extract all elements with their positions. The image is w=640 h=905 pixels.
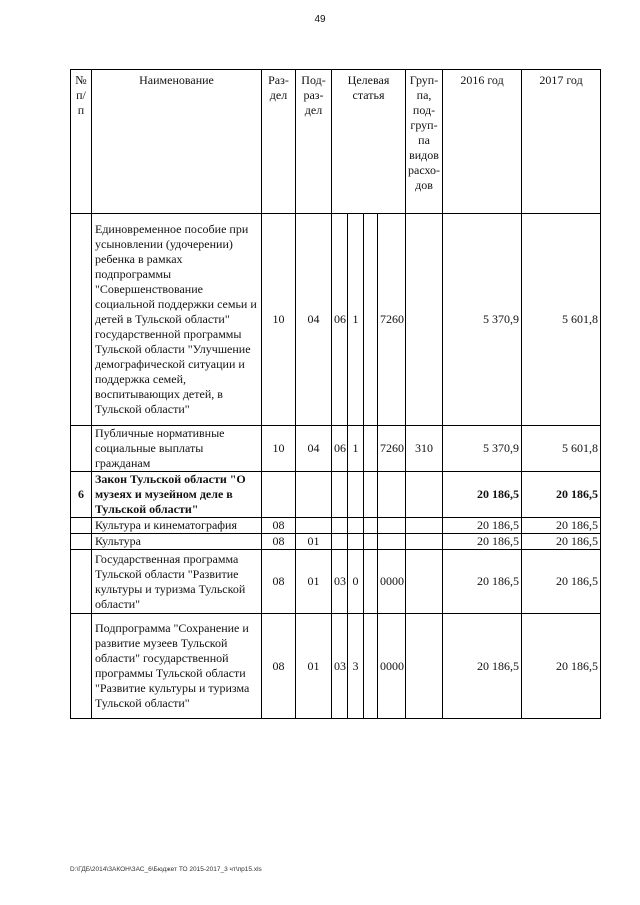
table-row (71, 518, 601, 534)
header-2017: 2017 год (522, 70, 601, 214)
cell-target-1 (332, 534, 348, 550)
cell-section: 10 (262, 214, 296, 426)
cell-subsection (296, 518, 332, 534)
table-row (71, 214, 601, 426)
cell-2016: 5 370,9 (443, 214, 522, 426)
cell-target-spacer (364, 534, 378, 550)
budget-table (70, 69, 601, 719)
header-target: Целевая статья (332, 70, 406, 214)
cell-2017: 20 186,5 (522, 472, 601, 518)
cell-target-spacer (364, 472, 378, 518)
cell-section: 08 (262, 518, 296, 534)
cell-target-1: 03 (332, 614, 348, 719)
table-row (71, 534, 601, 550)
header-name: Наименование (92, 70, 262, 214)
cell-target-2 (348, 534, 364, 550)
cell-2016: 20 186,5 (443, 614, 522, 719)
page-number: 49 (314, 14, 326, 25)
cell-target-1: 06 (332, 426, 348, 472)
cell-section (262, 472, 296, 518)
cell-name: Единовременное пособие при усыновлении (удочерении) ребенка в рамках подпрограммы "Совершенствование социальной поддержки семьи и детей в Тульской области" государственной программы Тульской области "Улучшение демографической ситуации и поддержка семей, воспитывающих детей, в Тульской области" (92, 214, 262, 426)
cell-target-1: 06 (332, 214, 348, 426)
cell-2016: 20 186,5 (443, 472, 522, 518)
cell-target-3: 7260 (378, 426, 406, 472)
cell-subsection: 01 (296, 550, 332, 614)
cell-name: Государственная программа Тульской области "Развитие культуры и туризма Тульской области" (92, 550, 262, 614)
cell-target-1 (332, 472, 348, 518)
header-2016: 2016 год (443, 70, 522, 214)
header-subsection: Под-раз-дел (296, 70, 332, 214)
cell-2016: 20 186,5 (443, 518, 522, 534)
cell-subsection (296, 472, 332, 518)
cell-name: Закон Тульской области "О музеях и музейном деле в Тульской области" (92, 472, 262, 518)
cell-target-2: 0 (348, 550, 364, 614)
header-group: Груп-па, под-груп-па видов расхо-дов (406, 70, 443, 214)
table-row (71, 426, 601, 472)
cell-target-spacer (364, 518, 378, 534)
cell-group (406, 518, 443, 534)
cell-group: 310 (406, 426, 443, 472)
header-section: Раз-дел (262, 70, 296, 214)
table-row (71, 614, 601, 719)
cell-target-spacer (364, 426, 378, 472)
cell-2017: 20 186,5 (522, 614, 601, 719)
cell-group (406, 550, 443, 614)
cell-2017: 20 186,5 (522, 534, 601, 550)
cell-target-3 (378, 534, 406, 550)
table-header-row (71, 70, 601, 214)
cell-2016: 20 186,5 (443, 550, 522, 614)
cell-target-2: 3 (348, 614, 364, 719)
cell-num (71, 534, 92, 550)
table-row (71, 472, 601, 518)
cell-subsection: 01 (296, 614, 332, 719)
cell-num (71, 518, 92, 534)
footer-file-path: D:\ГДБ\2014\ЗАКОН\ЗАС_6\Бюджет ТО 2015-2017_3 чт\пр15.xls (70, 866, 262, 873)
cell-name: Культура и кинематография (92, 518, 262, 534)
cell-2017: 20 186,5 (522, 550, 601, 614)
cell-subsection: 04 (296, 214, 332, 426)
header-num: № п/п (71, 70, 92, 214)
cell-subsection: 04 (296, 426, 332, 472)
cell-num: 6 (71, 472, 92, 518)
cell-name: Подпрограмма "Сохранение и развитие музеев Тульской области" государственной программы Тульской области "Развитие культуры и туризма Тульской области" (92, 614, 262, 719)
cell-target-2 (348, 472, 364, 518)
cell-target-1 (332, 518, 348, 534)
cell-target-spacer (364, 550, 378, 614)
cell-num (71, 426, 92, 472)
cell-target-1: 03 (332, 550, 348, 614)
cell-target-3: 0000 (378, 614, 406, 719)
cell-2017: 5 601,8 (522, 214, 601, 426)
cell-subsection: 01 (296, 534, 332, 550)
cell-section: 08 (262, 550, 296, 614)
cell-num (71, 550, 92, 614)
cell-target-2: 1 (348, 214, 364, 426)
cell-target-3: 0000 (378, 550, 406, 614)
cell-name: Публичные нормативные социальные выплаты гражданам (92, 426, 262, 472)
cell-group (406, 472, 443, 518)
cell-2017: 5 601,8 (522, 426, 601, 472)
cell-target-spacer (364, 214, 378, 426)
cell-target-2 (348, 518, 364, 534)
cell-num (71, 214, 92, 426)
table-row (71, 550, 601, 614)
cell-section: 10 (262, 426, 296, 472)
cell-num (71, 614, 92, 719)
cell-group (406, 534, 443, 550)
cell-name: Культура (92, 534, 262, 550)
cell-section: 08 (262, 614, 296, 719)
cell-target-3: 7260 (378, 214, 406, 426)
cell-group (406, 214, 443, 426)
cell-2016: 5 370,9 (443, 426, 522, 472)
cell-2016: 20 186,5 (443, 534, 522, 550)
cell-target-spacer (364, 614, 378, 719)
cell-section: 08 (262, 534, 296, 550)
cell-target-2: 1 (348, 426, 364, 472)
cell-target-3 (378, 518, 406, 534)
cell-2017: 20 186,5 (522, 518, 601, 534)
cell-group (406, 614, 443, 719)
cell-target-3 (378, 472, 406, 518)
